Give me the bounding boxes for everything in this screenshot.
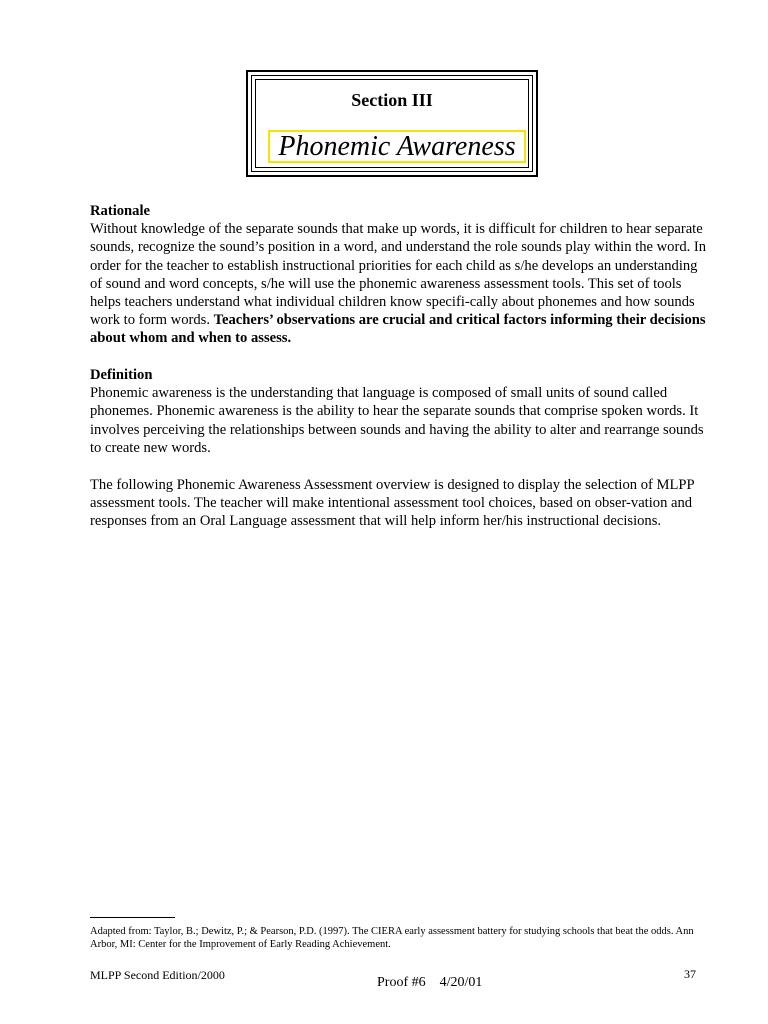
definition-heading: Definition bbox=[90, 367, 153, 383]
definition-paragraph: Phonemic awareness is the understanding that language is composed of small units of sound called phonemes. Phonemic awareness is the ability to hear the separate sounds that comprise spoken words. It involves perceiving the relationships between sounds and having the ability to alter and rearrange sounds to create new words. bbox=[90, 385, 704, 456]
footer-edition: MLPP Second Edition/2000 bbox=[90, 968, 225, 982]
title-box-inner-border bbox=[251, 75, 533, 172]
section-title-box bbox=[246, 70, 538, 177]
rationale-paragraph bbox=[90, 220, 710, 347]
definition-section bbox=[90, 366, 710, 457]
footer-proof: Proof #6 4/20/01 bbox=[377, 975, 483, 990]
footnote: Adapted from: Taylor, B.; Dewitz, P.; & Pearson, P.D. (1997). The CIERA early assessment battery for studying schools that beat the odds. Ann Arbor, MI: Center for the Improvement of Early Reading Achievement. bbox=[90, 926, 694, 950]
rationale-text: Without knowledge of the separate sounds that make up words, it is difficult for children to hear separate sounds, recognize the sound’s position in a word, and understand the role sounds play within the word. In order for the teacher to establish instructional priorities for each child as s/he develops an understanding of sound and word concepts, s/he will use the phonemic awareness assessment tools. This set of tools helps teachers understand what individual children know specifi-cally about phonemes and how sounds work to form words. bbox=[90, 221, 707, 329]
page-number: 37 bbox=[684, 967, 696, 981]
overview-section bbox=[90, 476, 710, 531]
footnote-divider bbox=[90, 917, 175, 918]
rationale-bold-text: Teachers’ observations are crucial and critical factors informing their decisions about whom and when to assess. bbox=[90, 312, 706, 347]
rationale-section bbox=[90, 202, 710, 348]
rationale-heading: Rationale bbox=[90, 203, 150, 219]
page-title: Phonemic Awareness bbox=[268, 130, 526, 163]
section-label: Section III bbox=[351, 90, 433, 110]
title-box-innermost-border bbox=[255, 79, 529, 168]
overview-paragraph: The following Phonemic Awareness Assessment overview is designed to display the selection of MLPP assessment tools. The teacher will make intentional assessment tool choices, based on obser-vation and responses from an Oral Language assessment that will help inform her/his instructional decisions. bbox=[90, 477, 695, 530]
